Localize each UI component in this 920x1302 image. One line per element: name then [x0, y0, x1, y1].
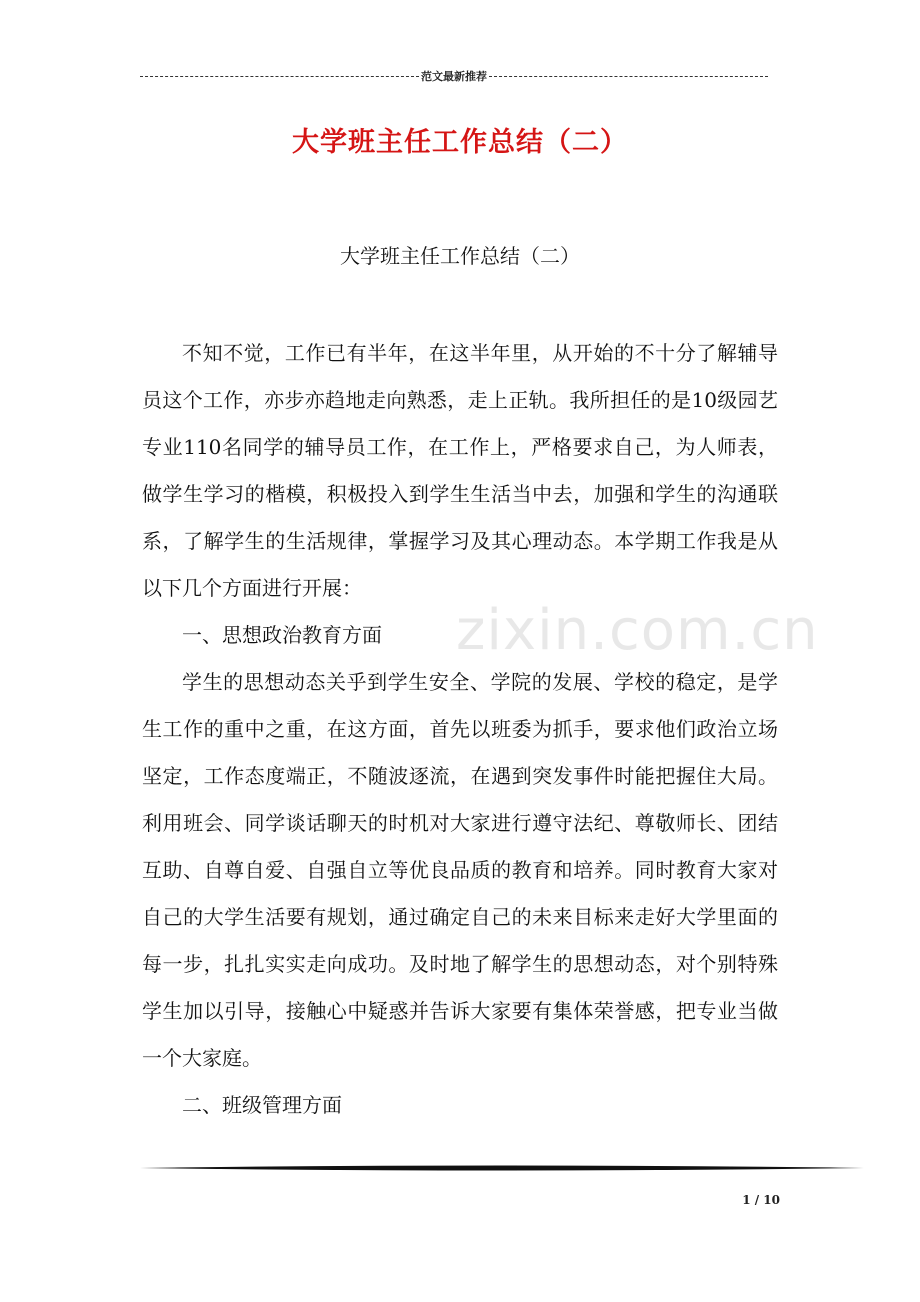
document-subtitle: 大学班主任工作总结（二）: [340, 244, 580, 268]
header-dash-left: [140, 76, 419, 77]
watermark: zixin.com.cn: [456, 598, 819, 663]
section-heading-2: 二、班级管理方面: [182, 1093, 342, 1117]
document-title: 大学班主任工作总结（二）: [292, 127, 628, 158]
page-header: [140, 67, 768, 85]
header-dash-right: [489, 76, 768, 77]
header-label: 范文最新推荐: [421, 70, 487, 83]
page-number: 1 / 10: [742, 1193, 780, 1207]
footer-rule: [140, 1164, 864, 1172]
paragraph-intro: 不知不觉，工作已有半年，在这半年里，从开始的不十分了解辅导员这个工作，亦步亦趋地走向熟悉，走上正轨。我所担任的是10级园艺专业110名同学的辅导员工作，在工作上，严格要求自己，为人师表，做学生学习的楷模，积极投入到学生生活当中去，加强和学生的沟通联系，了解学生的生活规律，掌握学习及其心理动态。本学期工作我是从以下几个方面进行开展：: [142, 341, 778, 600]
paragraph-ideology: 学生的思想动态关乎到学生安全、学院的发展、学校的稳定，是学生工作的重中之重，在这方面，首先以班委为抓手，要求他们政治立场坚定，工作态度端正，不随波逐流，在遇到突发事件时能把握住大局。利用班会、同学谈话聊天的时机对大家进行遵守法纪、尊敬师长、团结互助、自尊自爱、自强自立等优良品质的教育和培养。同时教育大家对自己的大学生活要有规划，通过确定自己的未来目标来走好大学里面的每一步，扎扎实实走向成功。及时地了解学生的思想动态，对个别特殊学生加以引导，接触心中疑惑并告诉大家要有集体荣誉感，把专业当做一个大家庭。: [142, 670, 778, 1070]
section-heading-1: 一、思想政治教育方面: [182, 623, 382, 647]
document-body: [142, 330, 778, 1129]
